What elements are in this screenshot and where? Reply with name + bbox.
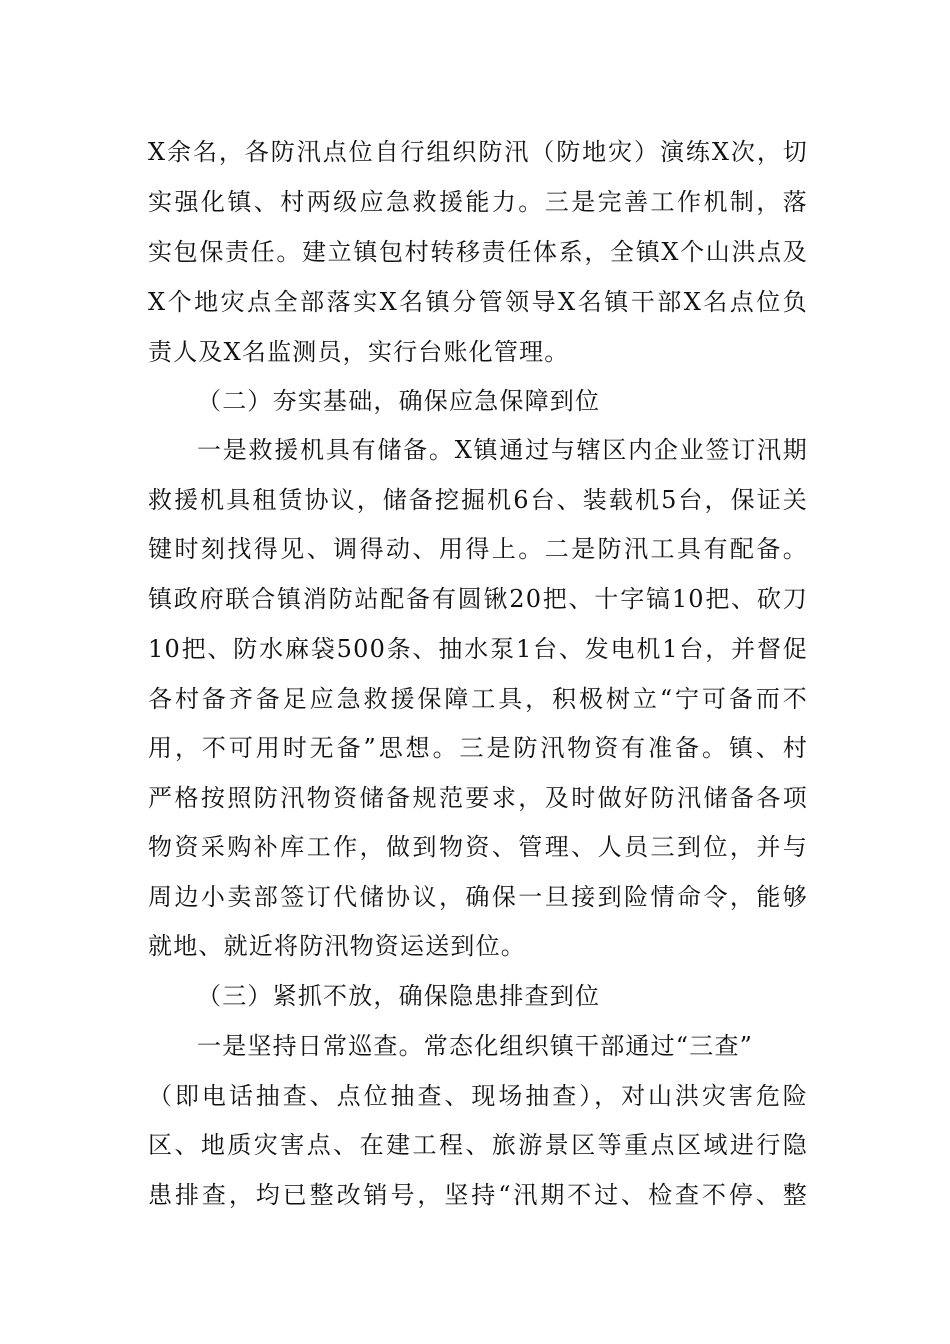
text-line: 物资采购补库工作，做到物资、管理、人员三到位，并与	[148, 833, 808, 861]
text-line: 用，不可用时无备”思想。三是防汛物资有准备。镇、村	[148, 734, 808, 762]
text-line: X余名，各防汛点位自行组织防汛（防地灾）演练X次，切	[148, 138, 808, 166]
text-line: 一是救援机具有储备。X镇通过与辖区内企业签订汛期	[197, 436, 808, 464]
text-line: 实强化镇、村两级应急救援能力。三是完善工作机制，落	[148, 188, 808, 216]
text-line: X个地灾点全部落实X名镇分管领导X名镇干部X名点位负	[148, 288, 808, 316]
text-line: 镇政府联合镇消防站配备有圆锹20把、十字镐10把、砍刀	[148, 585, 808, 613]
section-heading: （二）夯实基础，确保应急保障到位	[197, 387, 601, 415]
text-line: 就地、就近将防汛物资运送到位。	[148, 932, 526, 960]
text-line: 患排查，均已整改销号，坚持“汛期不过、检查不停、整	[148, 1181, 808, 1209]
text-line: 实包保责任。建立镇包村转移责任体系，全镇X个山洪点及	[148, 238, 808, 266]
text-line: （即电话抽查、点位抽查、现场抽查），对山洪灾害危险	[148, 1082, 808, 1110]
text-line: 周边小卖部签订代储协议，确保一旦接到险情命令，能够	[148, 883, 808, 911]
text-line: 区、地质灾害点、在建工程、旅游景区等重点区域进行隐	[148, 1131, 808, 1159]
text-line: 各村备齐备足应急救援保障工具，积极树立“宁可备而不	[148, 685, 808, 713]
text-line: 键时刻找得见、调得动、用得上。二是防汛工具有配备。	[148, 535, 808, 563]
text-line: 严格按照防汛物资储备规范要求，及时做好防汛储备各项	[148, 784, 808, 812]
section-heading: （三）紧抓不放，确保隐患排查到位	[197, 982, 601, 1010]
text-line: 一是坚持日常巡查。常态化组织镇干部通过“三查”	[197, 1032, 754, 1060]
text-line: 救援机具租赁协议，储备挖掘机6台、装载机5台，保证关	[148, 486, 808, 514]
text-line: 责人及X名监测员，实行台账化管理。	[148, 338, 570, 366]
text-line: 10把、防水麻袋500条、抽水泵1台、发电机1台，并督促	[148, 635, 808, 663]
